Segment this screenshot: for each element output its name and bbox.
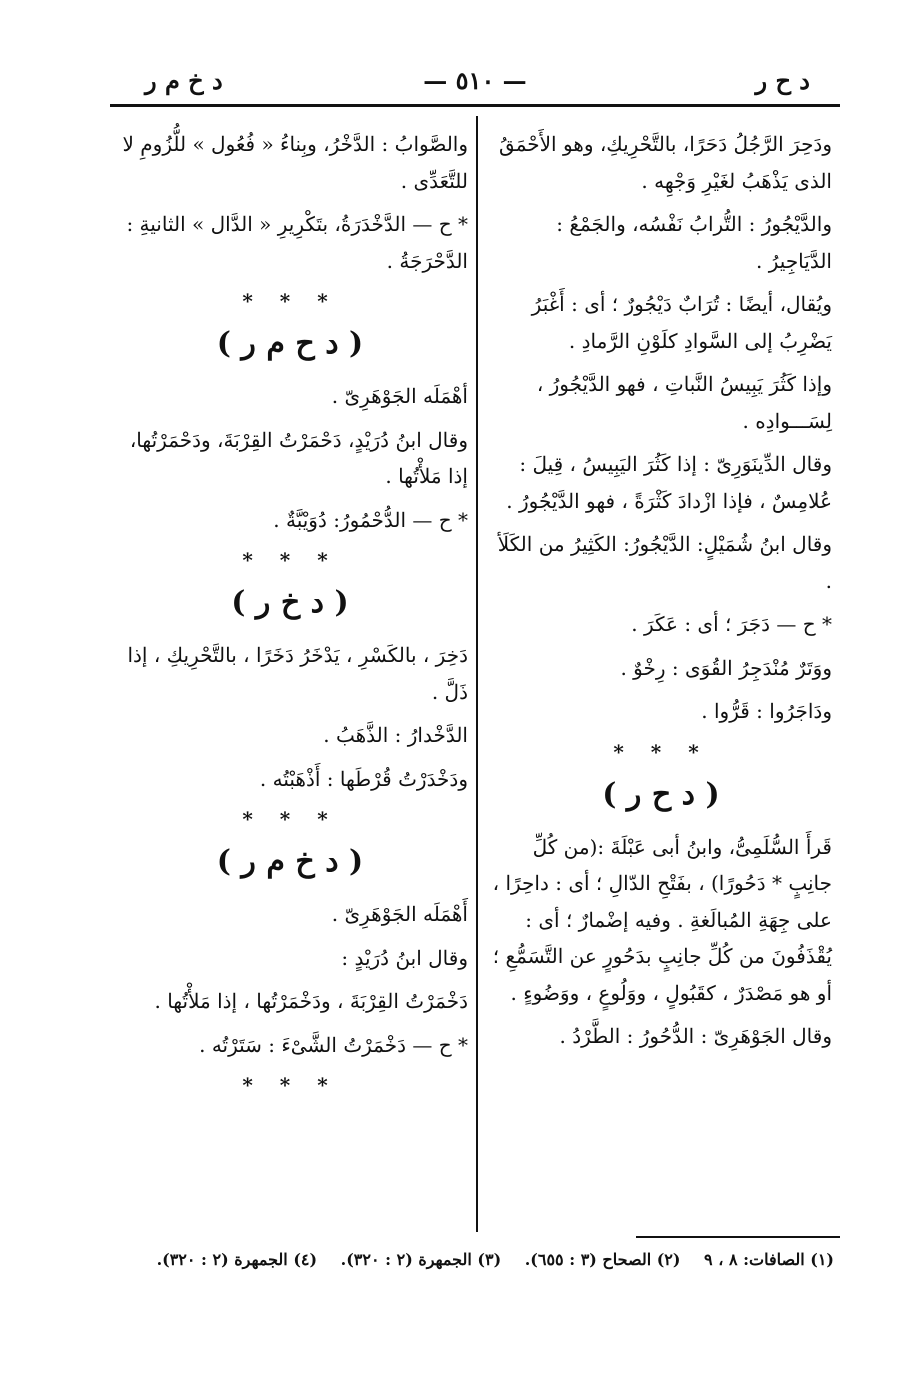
entry-paragraph: * ح — الدُّحْمُورُ: دُوَيْبَّةٌ . <box>273 507 468 532</box>
root-heading: ( د ح م ر ) <box>216 326 364 361</box>
entry-paragraph: وقال ابنُ دُرَيْدٍ، دَحْمَرْتُ القِرْبَةَ، ودَحْمَرْتُها، إذا مَلأْتُها . <box>129 427 468 488</box>
entry-paragraph: وقال الدِّينَوَرِىّ : إذا كَثُرَ اليَبِيسُ ، قِيلَ : عُلامِسٌ ، فإذا ازْدادَ كَثْرَةً ، فهو الدَّيْجُورُ . <box>506 452 832 513</box>
right-column <box>490 126 832 1062</box>
column-divider <box>476 116 478 1232</box>
footnote: (٤) الجمهرة (٢ : ٣٢٠). <box>156 1250 318 1269</box>
entry-paragraph: أَهْمَلَه الجَوْهَرِىّ . <box>331 902 468 926</box>
entry-paragraph: وقال ابنُ شُمَيْلٍ: الدَّيْجُورُ: الكَثِيرُ من الكَلَأ . <box>497 532 832 593</box>
page-header <box>110 58 840 102</box>
footnotes <box>140 1250 834 1269</box>
entry-paragraph: ووَتَرٌ مُنْدَجِرُ القُوَى : رِخْوٌ . <box>620 655 832 680</box>
root-heading: ( د خ م ر ) <box>216 844 364 879</box>
entry-paragraph: ودَحِرَ الرَّجُلُ دَحَرًا، بالتَّحْرِيكِ، وهو الأَحْمَقُ الذى يَذْهَبُ لغَيْرِ وَجْهِه . <box>499 132 832 193</box>
entry-paragraph: دَخْمَرْتُ القِرْبَةَ ، ودَخْمَرْتُها ، إذا مَلأْتُها . <box>154 989 468 1013</box>
root-heading: ( د خ ر ) <box>231 585 349 620</box>
entry-paragraph: والصَّوابُ : الدَّخْرُ، وبِناءُ « فُعُول » للُّزُومِ لا للتَّعَدِّى . <box>122 132 468 193</box>
entry-paragraph: ودَخْدَرْتُ قُرْطَها : أَذْهَبْتُه . <box>259 766 468 791</box>
entry-paragraph: قَرأَ السُّلَمِىُّ، وابنُ أبى عَبْلَةَ :(من كُلِّ جانِبٍ * دَحُورًا) ، بفَتْحِ الدّالِ ؛ أى : داحِرًا ، على جِهَةِ المُبالَغةِ . وفيه إضْمارٌ ؛ أى : يُقْذَفُونَ من كُلِّ جانِبٍ بدَحُورٍ عن التَّسَمُّعِ ؛ أو هو مَصْدَرٌ ، كقَبُولٍ ، ووَلُوعٍ ، ووَضُوءٍ . <box>492 834 832 1005</box>
section-separator: * * * <box>613 739 709 764</box>
entry-paragraph: الدَّخْدارُ : الذَّهَبُ . <box>323 723 468 747</box>
entry-paragraph: ويُقال، أيضًا : تُرَابٌ دَيْجُورٌ ؛ أى : أَغْبَرُ يَضْرِبُ إلى السَّوادِ كلَوْنِ الرَّمادِ . <box>531 292 832 353</box>
section-separator: * * * <box>242 548 338 572</box>
entry-paragraph: دَخِرَ ، بالكَسْرِ ، يَدْخَرُ دَخَرًا ، بالتَّحْرِيكِ ، إذا ذَلَّ . <box>127 643 468 704</box>
entry-paragraph: * ح — الدَّخْدَرَةُ، بتَكْرِيرِ « الدَّال » الثانيةِ : الدَّحْرَجَةُ . <box>126 212 468 273</box>
header-root-right: د ح ر <box>755 66 810 95</box>
entry-paragraph: * ح — دَجَرَ ؛ أى : عَكَرَ . <box>631 612 832 636</box>
entry-paragraph: وإذا كَثُرَ يَبِيسُ النَّباتِ ، فهو الدَّيْجُورُ ، لِسَـــوادِه . <box>536 372 832 433</box>
page-number: — ٥١٠ — <box>423 66 527 95</box>
left-column <box>112 126 468 1104</box>
entry-paragraph: أهْمَلَه الجَوْهَرِىّ . <box>331 384 468 408</box>
footnote: (٣) الجمهرة (٢ : ٣٢٠). <box>340 1250 502 1269</box>
entry-paragraph: وقال ابنُ دُرَيْدٍ : <box>341 945 468 970</box>
entry-paragraph: وقال الجَوْهَرِىّ : الدُّحُورُ : الطَّرْدُ . <box>559 1024 832 1048</box>
section-separator: * * * <box>242 807 338 831</box>
footnote: (١) الصافات: ٨ ، ٩ <box>704 1250 834 1269</box>
header-root-left: د خ م ر <box>145 66 223 95</box>
entry-paragraph: ودَاجَرُوا : قَرُّوا . <box>701 699 832 723</box>
entry-paragraph: * ح — دَخْمَرْتُ الشَّىْءَ : سَتَرْتُه . <box>199 1032 468 1057</box>
footnote-rule <box>636 1236 840 1238</box>
header-rule <box>110 104 840 107</box>
section-separator: * * * <box>242 1073 338 1097</box>
root-heading: ( د ح ر ) <box>602 776 720 812</box>
footnote: (٢) الصحاح (٣ : ٦٥٥). <box>524 1250 681 1269</box>
entry-paragraph: والدَّيْجُورُ : التُّرابُ نَفْسُه، والجَمْعُ : الدَّيَاجِيرُ . <box>556 212 832 273</box>
section-separator: * * * <box>242 289 338 313</box>
